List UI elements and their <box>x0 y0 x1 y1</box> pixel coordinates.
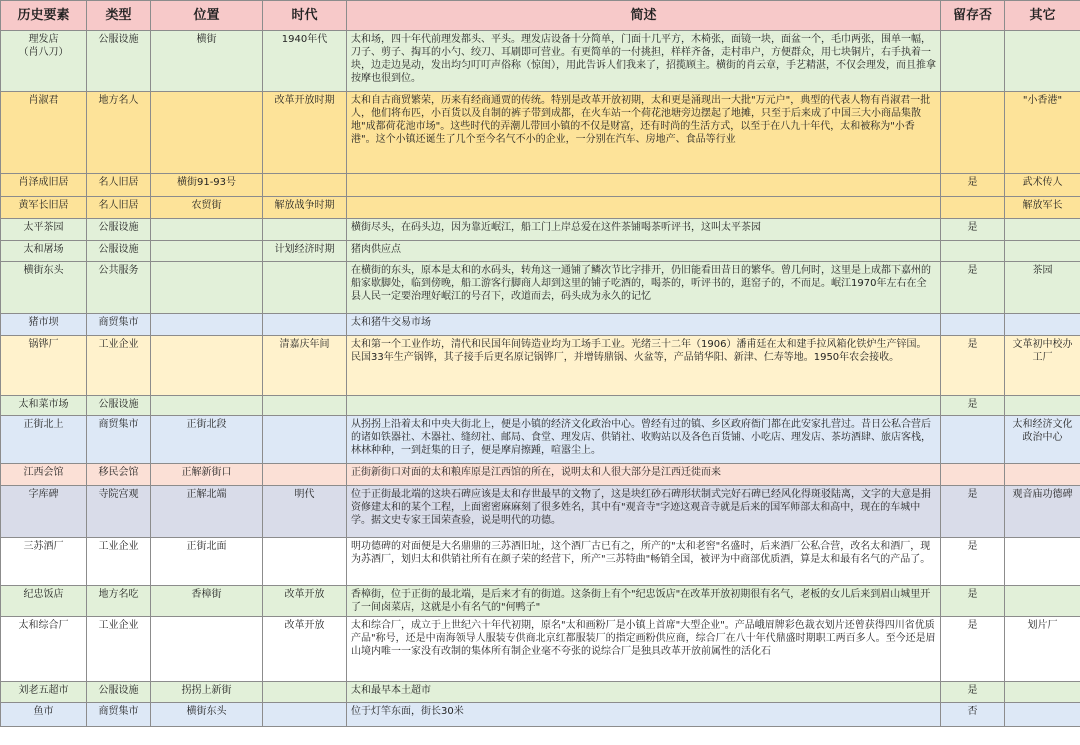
cell-era: 清嘉庆年间 <box>263 336 347 396</box>
cell-type: 工业企业 <box>87 538 151 586</box>
cell-description <box>347 174 941 197</box>
table-row <box>1 682 1080 703</box>
header-row <box>1 1 1080 31</box>
cell-kept <box>941 241 1005 262</box>
cell-kept <box>941 464 1005 486</box>
cell-description: 从拐拐上沿着太和中央大街北上，便是小镇的经济文化政治中心。曾经有过的镇、乡区政府衙门都在此安家扎营过。昔日公私合营后的诸如铁器社、木器社、缝纫社、邮局、食堂、理发店、供销社、收购站以及各色百货铺、小吃店、理发店、茶坊酒肆、旅店客栈，林林种种，一到赶集的日子，便是摩肩擦踵，喧嚣尘上。 <box>347 416 941 464</box>
header-kept: 留存否 <box>941 1 1005 31</box>
cell-type: 公服设施 <box>87 31 151 92</box>
cell-other: 解放军长 <box>1005 197 1080 219</box>
cell-element: 三苏酒厂 <box>1 538 87 586</box>
cell-location: 正解新街口 <box>151 464 263 486</box>
cell-era <box>263 396 347 416</box>
cell-location: 香樟街 <box>151 586 263 617</box>
cell-element: 锅铧厂 <box>1 336 87 396</box>
cell-description <box>347 396 941 416</box>
cell-type: 商贸集市 <box>87 416 151 464</box>
cell-kept <box>941 92 1005 174</box>
table-row <box>1 464 1080 486</box>
cell-element: 太平茶园 <box>1 219 87 241</box>
cell-other <box>1005 682 1080 703</box>
cell-element: 太和综合厂 <box>1 617 87 682</box>
cell-type: 公服设施 <box>87 396 151 416</box>
cell-element: 纪忠饭店 <box>1 586 87 617</box>
cell-description: 太和猪牛交易市场 <box>347 314 941 336</box>
cell-element: 字库碑 <box>1 486 87 538</box>
cell-type: 公服设施 <box>87 241 151 262</box>
cell-element: 猪市坝 <box>1 314 87 336</box>
cell-era: 改革开放 <box>263 617 347 682</box>
cell-era <box>263 174 347 197</box>
cell-kept: 是 <box>941 396 1005 416</box>
cell-other <box>1005 396 1080 416</box>
cell-kept: 否 <box>941 703 1005 727</box>
cell-other <box>1005 219 1080 241</box>
cell-kept: 是 <box>941 174 1005 197</box>
cell-description: 猪肉供应点 <box>347 241 941 262</box>
table-row <box>1 416 1080 464</box>
cell-description: 明功德碑的对面便是大名鼎鼎的三苏酒旧址，这个酒厂古已有之，所产的"太和老窖"名盛时，后来酒厂公私合营，改名太和酒厂，现为苏酒厂，划归太和供销社所有在颜子荣的经营下，所产"三苏特曲"畅销全国，被评为中商部优质酒，算是太和最有名气的产品了。 <box>347 538 941 586</box>
header-era: 时代 <box>263 1 347 31</box>
cell-description: 在横街的东头，原本是太和的水码头，转角这一通铺了鳞次节比字排开，仍旧能看田昔日的繁华。曾几何时，这里是上成都下嘉州的船家歇脚处，临到傍晚，船工游客行脚商人却到这里的铺子吃酒的，喝茶的，听评书的，逛窑子的，不而足。岷江1970年左右在全县人民一定要治理好岷江的号召下，改道而去，码头成为永久的记忆 <box>347 262 941 314</box>
cell-description: 太和综合厂，成立于上世纪六十年代初期，原名"太和画粉厂是小镇上首席"大型企业"。产品峨眉牌彩色裁衣划片还曾获得四川省优质产品"称号，还是中南海领导人服装专供商北京红都服装厂的指定画粉供应商，综合厂在八十年代鼎盛时期职工两百多人。至今还是眉山境内唯一一家没有改制的集体所有制企业毫不夸张的说综合厂是独具改革开放前属性的活化石 <box>347 617 941 682</box>
cell-era <box>263 219 347 241</box>
cell-description: 位于灯竿东面，街长30米 <box>347 703 941 727</box>
cell-description: 太和自古商贸繁荣，历来有经商通贾的传统。特别是改革开放初期，太和更是涌现出一大批"万元户"，典型的代表人物有肖淑君一批人，他们将布匹，小百货以及自制的裤子带到成都，在火车站一个荷花池塘旁边摆起了地摊，只至于后来成了中国三大小商品集散地"成都荷花池市场"。这些时代的弄潮儿带回小镇的不仅是财富，还有时尚的生活方式，以至于在八九十年代，太和被称为"小香港"。这个小镇还诞生了几个至今名气不小的企业，一分别在汽车、房地产、食品等行业 <box>347 92 941 174</box>
cell-location <box>151 262 263 314</box>
header-type: 类型 <box>87 1 151 31</box>
table-body <box>1 31 1080 727</box>
cell-element: 正街北上 <box>1 416 87 464</box>
cell-element: 鱼市 <box>1 703 87 727</box>
cell-type: 商贸集市 <box>87 314 151 336</box>
cell-location <box>151 92 263 174</box>
cell-other: 武术传人 <box>1005 174 1080 197</box>
cell-era <box>263 464 347 486</box>
cell-other: 太和经济文化政治中心 <box>1005 416 1080 464</box>
cell-location <box>151 241 263 262</box>
cell-element: 肖泽成旧居 <box>1 174 87 197</box>
cell-location <box>151 314 263 336</box>
table-row <box>1 197 1080 219</box>
cell-description: 太和场，四十年代前理发都头、平头。理发店设备十分简单，门面十几平方，木椅张，面镜一块，面盆一个，毛巾两张，围单一幅，刀子、剪子、掏耳的小勺、绞刀、耳刷即可营业。有更简单的一付挑担，样样齐备，走村串户，方便群众，用七块铜片，右手执着一块，边走边晃动，发出均匀叮叮声俗称（惊闺），用此告诉人们我来了，招揽顾主。横街的肖云章，手艺精湛，不仅会理发，而且推拿按摩也很到位。 <box>347 31 941 92</box>
cell-kept: 是 <box>941 617 1005 682</box>
cell-type: 商贸集市 <box>87 703 151 727</box>
cell-element: 太和菜市场 <box>1 396 87 416</box>
cell-other: 观音庙功德碑 <box>1005 486 1080 538</box>
header-other: 其它 <box>1005 1 1080 31</box>
table-row <box>1 396 1080 416</box>
cell-element: 肖淑君 <box>1 92 87 174</box>
cell-kept <box>941 314 1005 336</box>
cell-other <box>1005 464 1080 486</box>
cell-type: 名人旧居 <box>87 174 151 197</box>
cell-element: 黄军长旧居 <box>1 197 87 219</box>
cell-other: 划片厂 <box>1005 617 1080 682</box>
cell-location <box>151 219 263 241</box>
cell-other: 茶园 <box>1005 262 1080 314</box>
cell-location <box>151 396 263 416</box>
cell-kept: 是 <box>941 336 1005 396</box>
cell-other: 文革初中校办工厂 <box>1005 336 1080 396</box>
cell-description: 正街新街口对面的太和粮库原是江西馆的所在，说明太和人很大部分是江西迁徙而来 <box>347 464 941 486</box>
table-row <box>1 617 1080 682</box>
cell-kept: 是 <box>941 262 1005 314</box>
cell-location: 正解北端 <box>151 486 263 538</box>
header-location: 位置 <box>151 1 263 31</box>
cell-kept: 是 <box>941 586 1005 617</box>
table-row <box>1 219 1080 241</box>
cell-kept <box>941 416 1005 464</box>
cell-kept: 是 <box>941 538 1005 586</box>
cell-type: 移民会馆 <box>87 464 151 486</box>
table-row <box>1 314 1080 336</box>
cell-description: 横街尽头，在码头边，因为靠近岷江，船工门上岸总爱在这件茶铺喝茶听评书，这叫太平茶园 <box>347 219 941 241</box>
cell-era: 计划经济时期 <box>263 241 347 262</box>
cell-element: 刘老五超市 <box>1 682 87 703</box>
cell-other: "小香港" <box>1005 92 1080 174</box>
cell-era: 1940年代 <box>263 31 347 92</box>
cell-kept <box>941 31 1005 92</box>
cell-description: 太和最早本土超市 <box>347 682 941 703</box>
cell-era: 解放战争时期 <box>263 197 347 219</box>
cell-element: 横街东头 <box>1 262 87 314</box>
cell-era: 改革开放时期 <box>263 92 347 174</box>
cell-location <box>151 617 263 682</box>
cell-other <box>1005 538 1080 586</box>
table-row <box>1 703 1080 727</box>
header-description: 简述 <box>347 1 941 31</box>
cell-type: 公服设施 <box>87 682 151 703</box>
cell-kept <box>941 197 1005 219</box>
cell-description: 香樟街，位于正街的最北端，是后来才有的街道。这条街上有个"纪忠饭店"在改革开放初期很有名气，老板的女儿后来到眉山城里开了一间卤菜店，这就是小有名气的"何鸭子" <box>347 586 941 617</box>
cell-era <box>263 314 347 336</box>
cell-era: 明代 <box>263 486 347 538</box>
cell-other <box>1005 703 1080 727</box>
cell-era <box>263 538 347 586</box>
cell-description <box>347 197 941 219</box>
cell-type: 公服设施 <box>87 219 151 241</box>
cell-kept: 是 <box>941 486 1005 538</box>
cell-era <box>263 416 347 464</box>
cell-era <box>263 262 347 314</box>
table-row <box>1 174 1080 197</box>
cell-element: 理发店 （肖八刀） <box>1 31 87 92</box>
cell-type: 地方名人 <box>87 92 151 174</box>
cell-type: 名人旧居 <box>87 197 151 219</box>
cell-other <box>1005 31 1080 92</box>
cell-description: 太和第一个工业作坊，清代和民国年间铸造业均为工场手工业。光绪三十二年（1906）潘甫廷在太和建手拉风箱化铁炉生产锌国。民国33年生产锅铧，其子接手后更名原记锅铧厂，并增铸鼎锅、火盆等，产品销华阳、新津、仁寿等地。1950年农会接收。 <box>347 336 941 396</box>
cell-element: 江西会馆 <box>1 464 87 486</box>
cell-other <box>1005 314 1080 336</box>
cell-location: 拐拐上新街 <box>151 682 263 703</box>
cell-type: 寺院宫观 <box>87 486 151 538</box>
cell-era <box>263 682 347 703</box>
table-row <box>1 336 1080 396</box>
cell-kept: 是 <box>941 682 1005 703</box>
cell-other <box>1005 586 1080 617</box>
table-row <box>1 486 1080 538</box>
cell-era <box>263 703 347 727</box>
cell-type: 地方名吃 <box>87 586 151 617</box>
table-row <box>1 92 1080 174</box>
header-element: 历史要素 <box>1 1 87 31</box>
table-row <box>1 538 1080 586</box>
cell-location: 农贸街 <box>151 197 263 219</box>
cell-type: 工业企业 <box>87 617 151 682</box>
cell-element: 太和屠场 <box>1 241 87 262</box>
cell-era: 改革开放 <box>263 586 347 617</box>
cell-other <box>1005 241 1080 262</box>
cell-type: 公共服务 <box>87 262 151 314</box>
cell-location: 正街北面 <box>151 538 263 586</box>
table-row <box>1 586 1080 617</box>
cell-location: 横街91-93号 <box>151 174 263 197</box>
cell-description: 位于正街最北端的这块石碑应该是太和存世最早的文物了，这是块红砂石碑形状制式完好石碑已经风化得斑驳陆离，文字的大意是捐资修建太和的某个工程，上面密密麻麻刻了很多姓名，其中有"观音寺"字迹这观音寺就是后来的国军师部太和高中，现在的车城中学。据文史专家王国荣查验，说是明代的功德。 <box>347 486 941 538</box>
cell-location: 横街 <box>151 31 263 92</box>
cell-location: 横街东头 <box>151 703 263 727</box>
cell-location <box>151 336 263 396</box>
cell-kept: 是 <box>941 219 1005 241</box>
cell-location: 正街北段 <box>151 416 263 464</box>
table-row <box>1 241 1080 262</box>
cell-type: 工业企业 <box>87 336 151 396</box>
table-row <box>1 262 1080 314</box>
table-row <box>1 31 1080 92</box>
